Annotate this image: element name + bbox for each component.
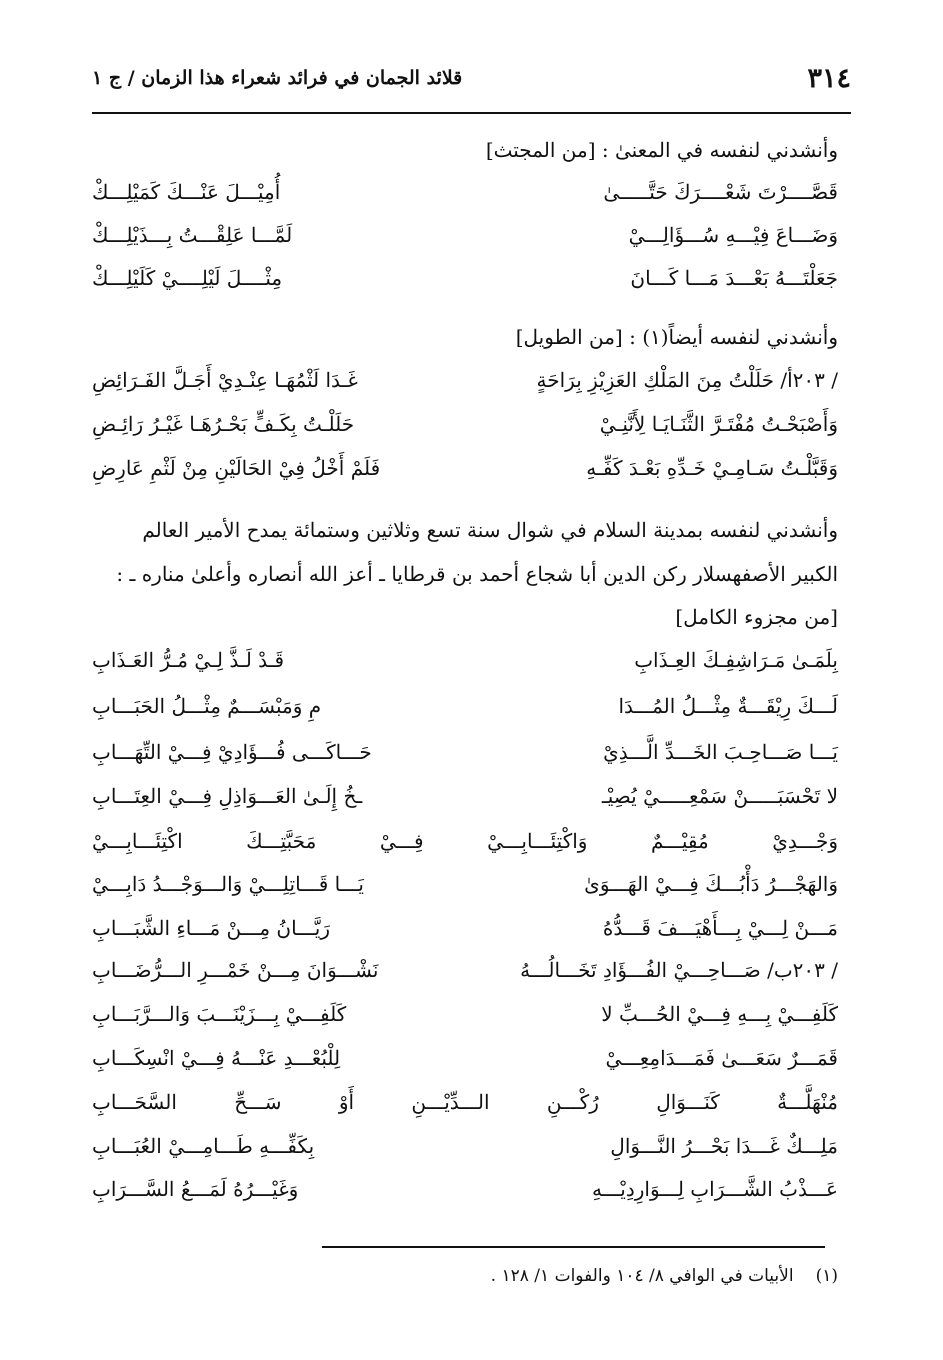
verse-second-hemistich: لَمَّـــا عَلِقْـــتُ بِـــذَيْلِـــكْ xyxy=(92,223,293,247)
verse-line xyxy=(92,1002,838,1044)
verse-second-hemistich: وَغَيْـــرُهُ لَمَـــعُ السَّـــرَابِ xyxy=(92,1177,299,1201)
verse-second-hemistich: رَيَّـــانُ مِـــنْ مَـــاءِ الشَّبَـــابِ xyxy=(92,916,330,940)
verse-second-hemistich: مِ وَمَبْسَـــمٌ مِثْـــلُ الحَبَـــابِ xyxy=(92,694,322,718)
verse-first-hemistich: قَصَّــــرْتَ شَعْــــرَكَ حَتَّـــــىٰ xyxy=(603,180,838,204)
verse-line xyxy=(92,916,838,958)
footnote xyxy=(92,1266,838,1286)
poem-intro: وأنشدني لنفسه في المعنىٰ : [من المجتث] xyxy=(485,138,838,162)
verse-first-hemistich: / ٢٠٣أ/ حَلَلْتُ مِنَ المَلْكِ العَزِيْزِ بِرَاحَةٍ xyxy=(536,368,838,392)
verse-second-hemistich: أُمِيْـــلَ عَنْـــكَ كَمَيْلِـــكْ xyxy=(92,180,281,204)
footnote-divider xyxy=(322,1246,825,1248)
verse-line xyxy=(92,1134,838,1176)
verse-line xyxy=(92,1177,838,1219)
verse-second-hemistich: حَلَلْـتُ بِكَـفٍّ بَحْـرُهَـا غَيْـرُ رَائِـضِ xyxy=(92,412,355,436)
verse-first-hemistich: جَعَلْتَـــهُ بَعْـــدَ مَـــا كَـــانَ xyxy=(630,266,838,290)
verse-full-line: مُنْهَلَّـــةٌ كَنَـــوَالِ رُكْـــنِ الـــدِّيْـــنِ أَوْ سَـــحِّ السَّحَـــابِ xyxy=(92,1090,838,1114)
verse-first-hemistich: / ٢٠٣ب/ صَـــاحِـــيْ الفُـــؤَادِ تَخَـــالُـــهُ xyxy=(520,958,838,982)
verse-line xyxy=(92,266,838,308)
prose-paragraph-line: الكبير الأصفهسلار ركن الدين أبا شجاع أحمد بن قرطايا ـ أعز الله أنصاره وأعلىٰ مناره ـ : xyxy=(116,562,838,586)
verse-line xyxy=(92,368,838,410)
verse-line-run-on xyxy=(92,1090,838,1132)
verse-line xyxy=(92,958,838,1000)
verse-first-hemistich: عَـــذْبُ الشَّـــرَابِ لِـــوَارِدِيْـــهِ xyxy=(591,1177,838,1201)
running-title: قلائد الجمان في فرائد شعراء هذا الزمان / ج ١ xyxy=(92,67,463,89)
verse-second-hemistich: كَلَفِـــيْ بِـــزَيْنَـــبَ وَالـــرَّبَـــابِ xyxy=(92,1002,347,1026)
poem-intro: وأنشدني لنفسه أيضاً(١) : [من الطويل] xyxy=(515,325,838,349)
verse-first-hemistich: بِلَمَـىٰ مَـرَاشِفِـكَ العِـذَابِ xyxy=(634,648,838,672)
verse-line xyxy=(92,456,838,498)
header-divider xyxy=(92,112,851,114)
verse-line xyxy=(92,740,838,782)
verse-line xyxy=(92,872,838,914)
verse-second-hemistich: حَـــاكَـــى فُـــؤَادِيْ فِـــيْ التِّهَـــابِ xyxy=(92,740,372,764)
verse-first-hemistich: يَـــا صَـــاحِـبَ الخَـــدِّ الَّـــذِيْ xyxy=(603,740,838,764)
verse-full-line: وَجْـــدِيْ مُقِيْـــمٌ وَاكْتِئَـــابِـــيْ فِـــيْ مَحَبَّتِـــكَ اكْتِئَـــابِـــيْ xyxy=(92,829,838,853)
verse-first-hemistich: كَلَفِـــيْ بِـــهِ فِـــيْ الحُـــبِّ لا xyxy=(601,1002,838,1026)
verse-line xyxy=(92,784,838,826)
verse-first-hemistich: وَالهَجْـــرُ دَأْبُـــكَ فِـــيْ الهَـــوَىٰ xyxy=(584,872,838,896)
verse-first-hemistich: لا تَحْسَبَـــــنْ سَمْعِـــــيْ يُصِيْـ xyxy=(601,784,838,808)
verse-line xyxy=(92,180,838,222)
verse-line xyxy=(92,1046,838,1088)
verse-second-hemistich: غَـدَا لَثْمُهَـا عِنْـدِيْ أَجَـلَّ الفَـرَائِضِ xyxy=(92,368,358,392)
verse-second-hemistich: ـخُ إِلَـىٰ العَـــوَاذِلِ فِـــيْ العِتَـــابِ xyxy=(92,784,363,808)
verse-line xyxy=(92,694,838,736)
verse-first-hemistich: لَـــكَ رِيْقَـــةٌ مِثْـــلُ المُـــدَا xyxy=(618,694,838,718)
verse-second-hemistich: لِلْبُعْـــدِ عَنْـــهُ فِـــيْ انْسِكَـــابِ xyxy=(92,1046,341,1070)
verse-first-hemistich: وَقَبَّلْـتُ سَـامِـيْ خَـدِّهِ بَعْـدَ كَفِّـهِ xyxy=(586,456,838,480)
verse-first-hemistich: وَأَصْبَحْـتُ مُفْتَـرَّ الثَّنَـايَـا لِأَنَّنِـيْ xyxy=(599,412,838,436)
meter-label: [من مجزوء الكامل] xyxy=(675,605,838,629)
verse-first-hemistich: وَضَـــاعَ فِيْـــهِ سُـــؤَالِـــيْ xyxy=(628,223,838,247)
verse-second-hemistich: نَشْـــوَانَ مِـــنْ خَمْـــرِ الـــرُّضَـــابِ xyxy=(92,958,379,982)
verse-line xyxy=(92,648,838,690)
verse-second-hemistich: يَـــا قَـــاتِلِـــيْ وَالـــوَجْـــدُ دَابِـــيْ xyxy=(92,872,364,896)
page-number: ٣١٤ xyxy=(807,62,851,94)
prose-paragraph-line: وأنشدني لنفسه بمدينة السلام في شوال سنة تسع وثلاثين وستمائة يمدح الأمير العالم xyxy=(142,518,838,542)
verse-second-hemistich: فَلَمْ أَخْلُ فِيْ الحَالَيْنِ مِنْ لَثْمِ عَارِضِ xyxy=(92,456,381,480)
footnote-marker: (١) xyxy=(815,1266,838,1286)
verse-second-hemistich: مِثْــــلَ لَيْلِــــيْ كَلَيْلِـــكْ xyxy=(92,266,283,290)
footnote-text: الأبيات في الوافي ٨/ ١٠٤ والفوات ١/ ١٢٨ . xyxy=(490,1266,794,1286)
verse-line xyxy=(92,412,838,454)
verse-second-hemistich: قَـدْ لَـذَّ لِـيْ مُـرُّ العَـذَابِ xyxy=(92,648,285,672)
verse-first-hemistich: مَـــنْ لِـــيْ بِـــأَهْيَـــفَ قَـــدُّهُ xyxy=(602,916,838,940)
verse-first-hemistich: قَمَـــرٌ سَعَـــىٰ فَمَـــدَامِعِـــيْ xyxy=(605,1046,838,1070)
page-header xyxy=(92,58,851,98)
verse-line xyxy=(92,223,838,265)
verse-second-hemistich: بِكَفِّـــهِ طَـــامِـــيْ العُبَـــابِ xyxy=(92,1134,315,1158)
verse-first-hemistich: مَلِـــكٌ غَـــدَا بَحْـــرُ النَّـــوَالِ xyxy=(610,1134,838,1158)
verse-line-run-on xyxy=(92,829,838,871)
